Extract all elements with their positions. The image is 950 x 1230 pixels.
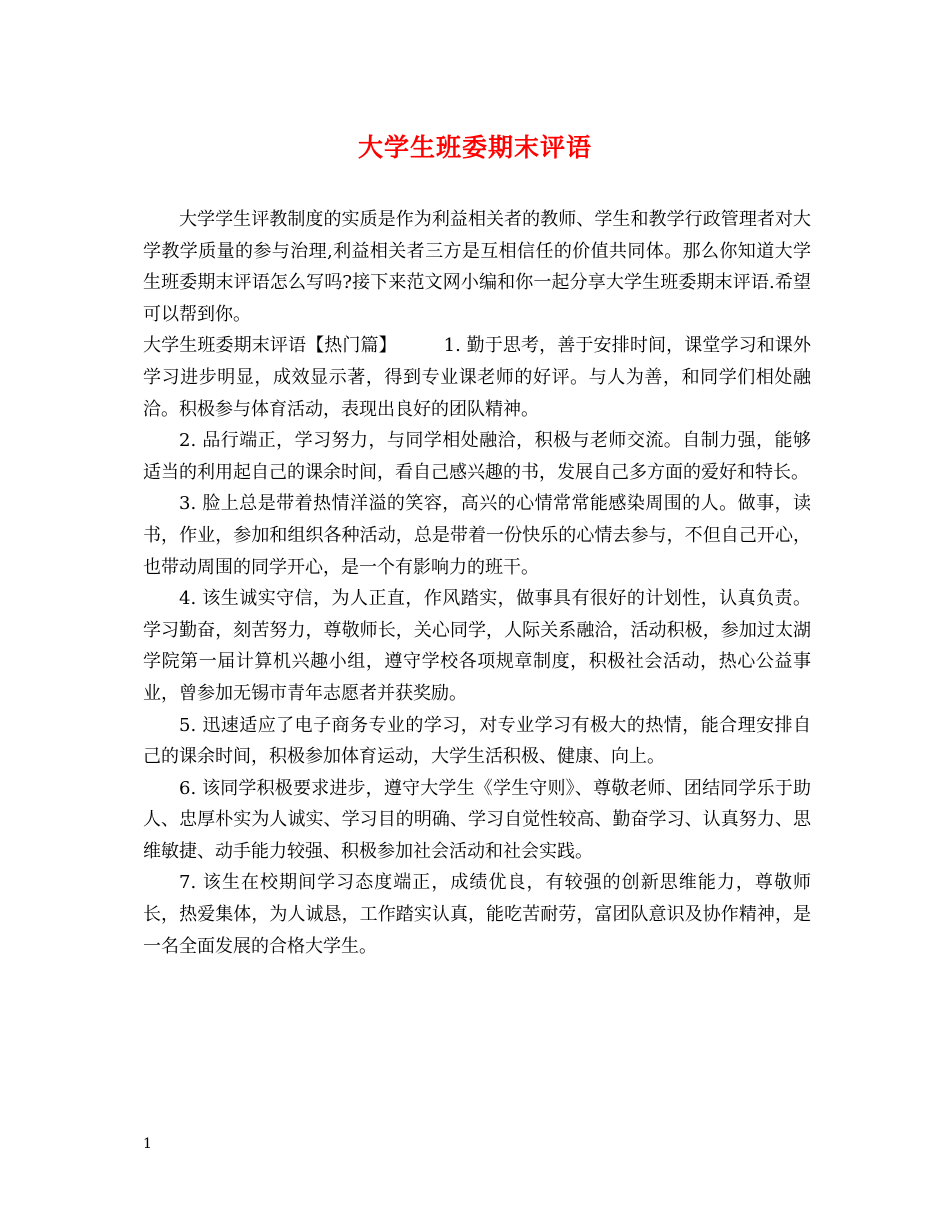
comment-item-4: 4. 该生诚实守信，为人正直，作风踏实，做事具有很好的计划性，认真负责。学习勤奋，刻苦努力，尊敬师长，关心同学，人际关系融洽，活动积极，参加过太湖学院第一届计算机兴趣小组，遵守学校各项规章制度，积极社会活动，热心公益事业，曾参加无锡市青年志愿者并获奖励。 bbox=[143, 588, 811, 704]
comment-item-1: 1. 勤于思考，善于安排时间，课堂学习和课外学习进步明显，成效显示著，得到专业课老师的好评。与人为善，和同学们相处融洽。积极参与体育活动，表现出良好的团队精神。 bbox=[143, 335, 811, 420]
comment-item-2: 2. 品行端正，学习努力，与同学相处融洽，积极与老师交流。自制力强，能够适当的利用起自己的课余时间，看自己感兴趣的书，发展自己多方面的爱好和特长。 bbox=[143, 430, 811, 483]
intro-paragraph: 大学学生评教制度的实质是作为利益相关者的教师、学生和教学行政管理者对大学教学质量的参与治理,利益相关者三方是互相信任的价值共同体。那么你知道大学生班委期末评语怎么写吗?接下来范文网小编和你一起分享大学生班委期末评语.希望可以帮到你。 bbox=[143, 209, 811, 325]
comment-item-3: 3. 脸上总是带着热情洋溢的笑容，高兴的心情常常能感染周围的人。做事，读书，作业，参加和组织各种活动，总是带着一份快乐的心情去参与，不但自己开心，也带动周围的同学开心，是一个有影响力的班干。 bbox=[143, 493, 811, 578]
document-body bbox=[143, 204, 811, 962]
page-number: 1 bbox=[143, 1136, 152, 1152]
comment-item-6: 6. 该同学积极要求进步，遵守大学生《学生守则》、尊敬老师、团结同学乐于助人、忠厚朴实为人诚实、学习目的明确、学习自觉性较高、勤奋学习、认真努力、思维敏捷、动手能力较强、积极参加社会活动和社会实践。 bbox=[143, 777, 811, 862]
section-paragraph bbox=[143, 330, 811, 425]
section-heading: 大学生班委期末评语【热门篇】 bbox=[143, 335, 397, 357]
document-title: 大学生班委期末评语 bbox=[357, 133, 592, 162]
comment-item-7: 7. 该生在校期间学习态度端正，成绩优良，有较强的创新思维能力，尊敬师长，热爱集体，为人诚恳，工作踏实认真，能吃苦耐劳，富团队意识及协作精神，是一名全面发展的合格大学生。 bbox=[143, 872, 811, 957]
comment-item-5: 5. 迅速适应了电子商务专业的学习，对专业学习有极大的热情，能合理安排自己的课余时间，积极参加体育运动，大学生活积极、健康、向上。 bbox=[143, 714, 811, 768]
